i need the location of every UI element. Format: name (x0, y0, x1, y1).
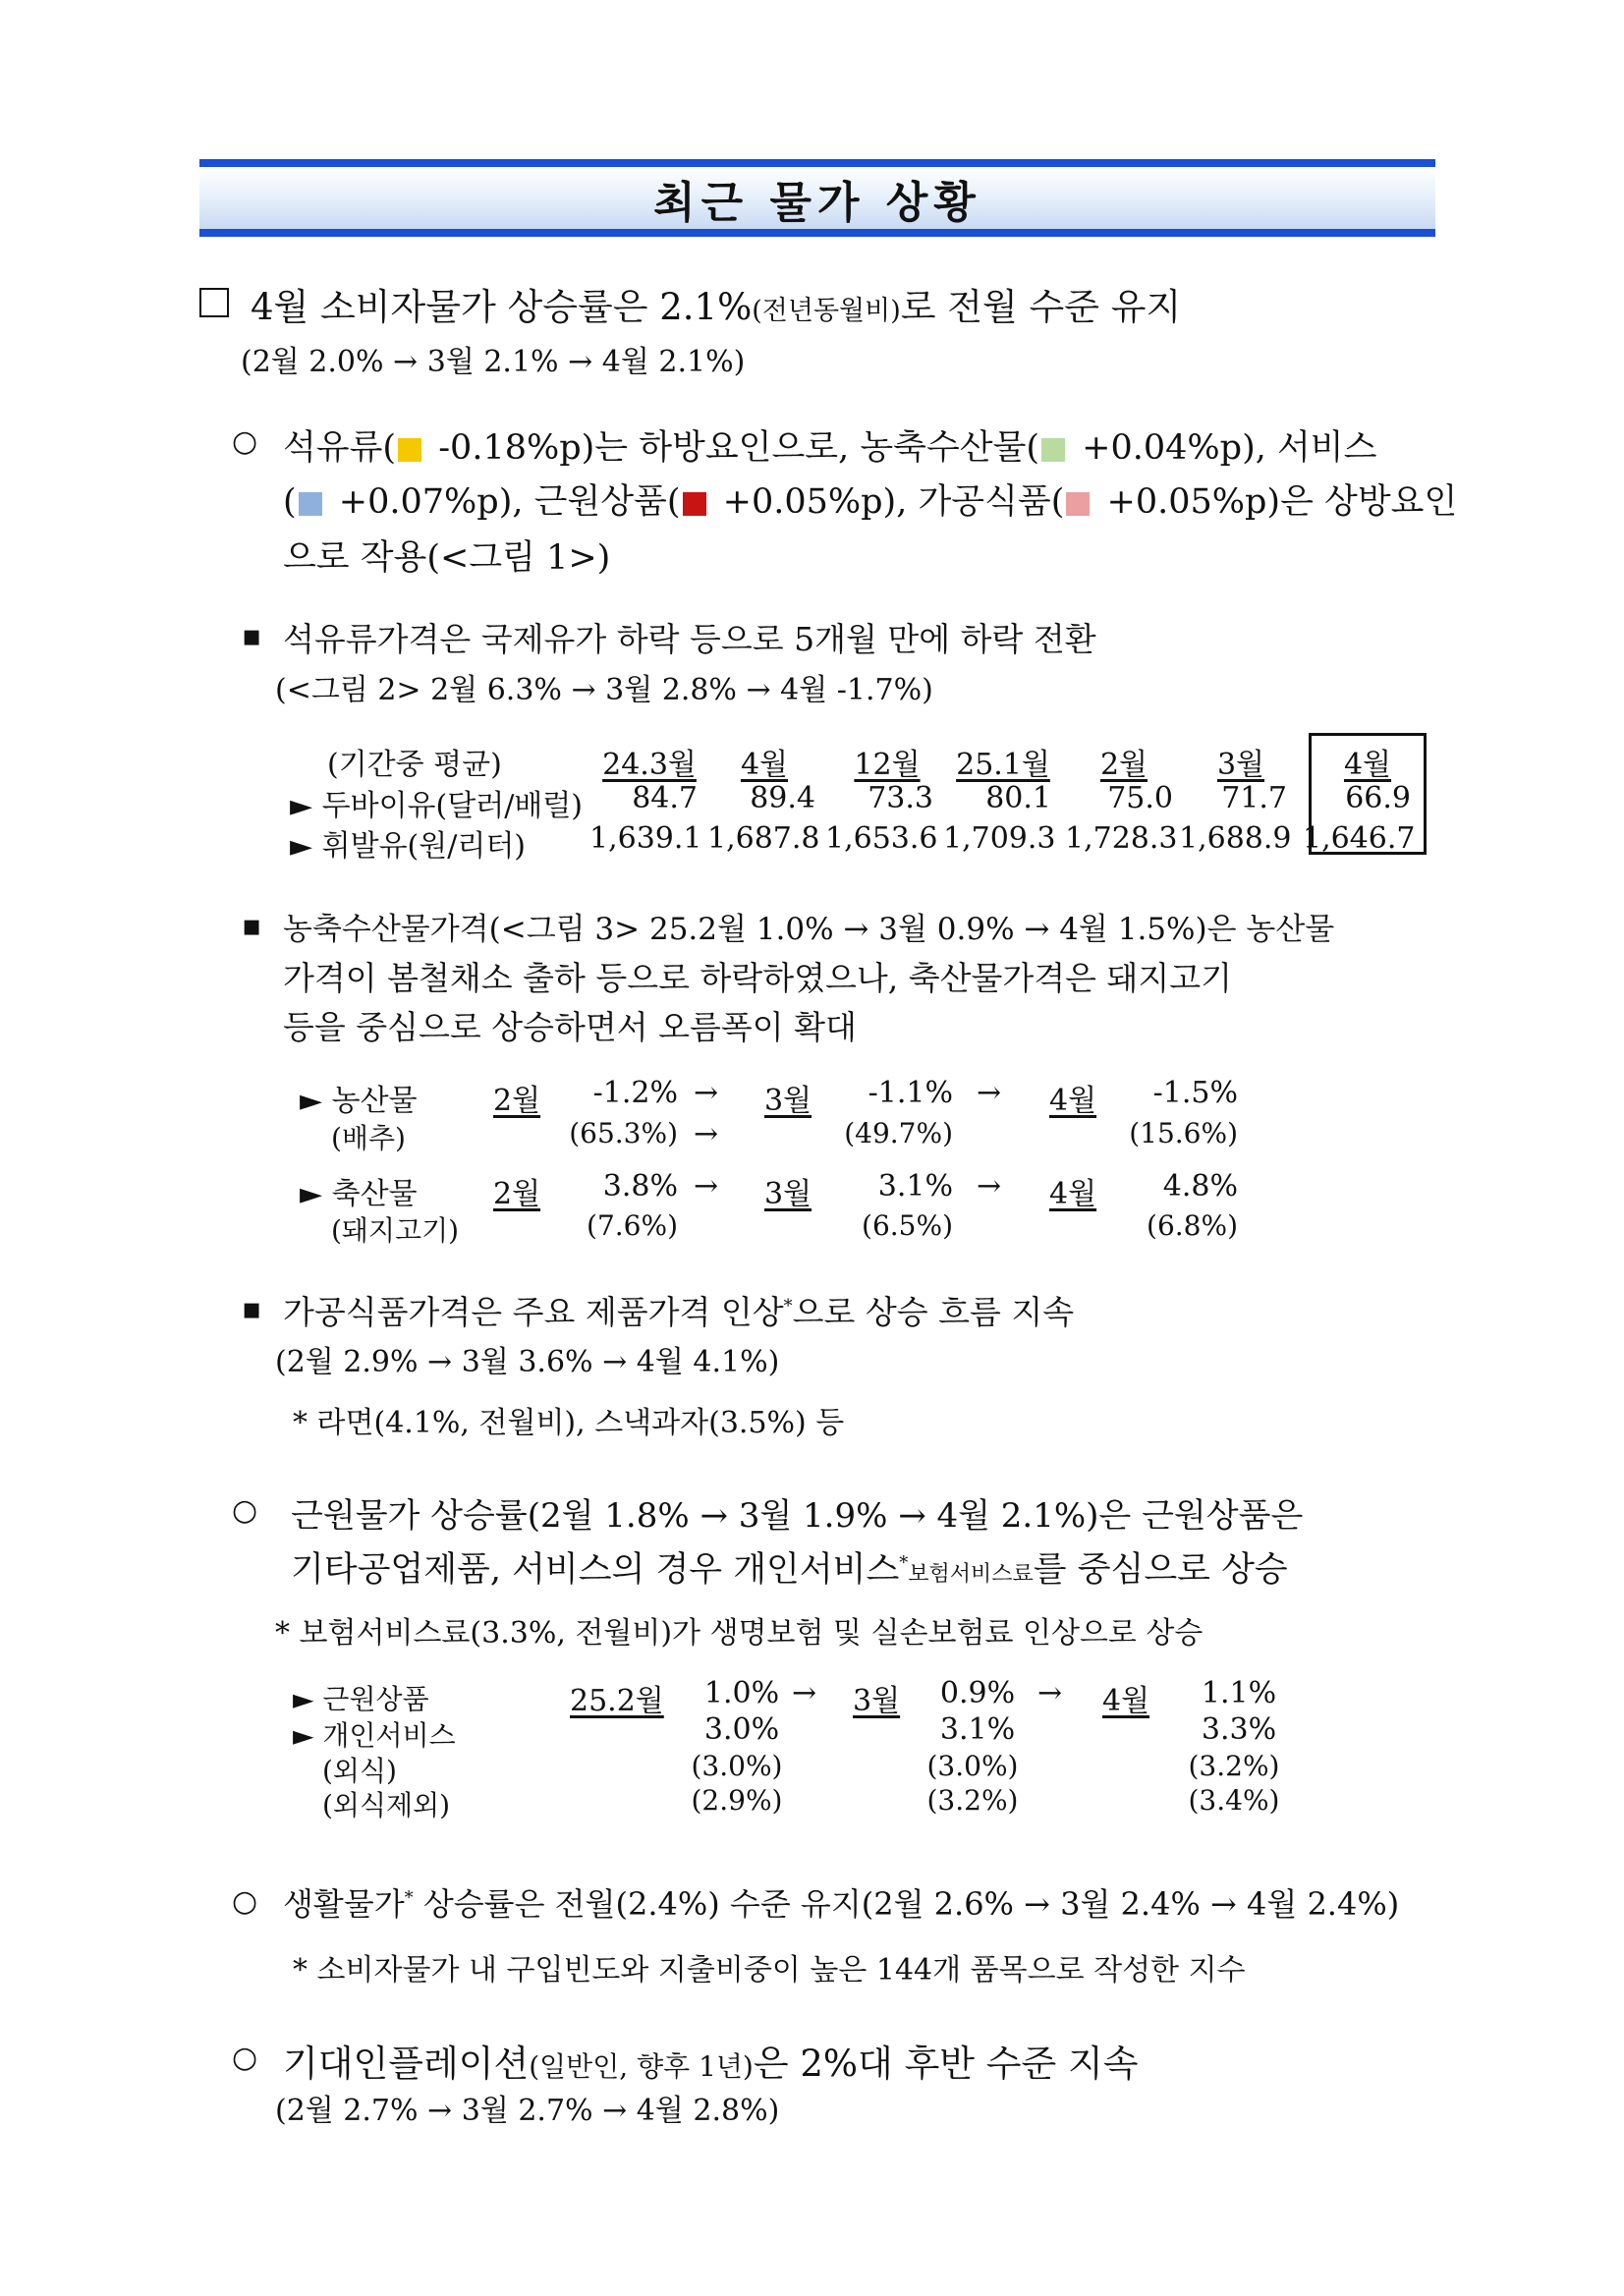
core-row-label: (외식제외) (322, 1789, 451, 1821)
contrib-text: -0.18%p)는 하방요인으로, 농축수산물( (427, 428, 1040, 468)
core-cell: 3.1% (939, 1712, 1016, 1747)
agri-line1: 농축수산물가격(<그림 3> 25.2월 1.0% → 3월 0.9% → 4월 1.5%)은 농산물 (283, 912, 1335, 947)
oil-line1: 석유류가격은 국제유가 하락 등으로 5개월 만에 하락 전환 (283, 620, 1096, 658)
core-cell: (3.2%) (926, 1784, 1019, 1817)
arrow-icon: → (694, 1076, 719, 1110)
core-cell: 1.1% (1201, 1676, 1277, 1710)
contrib-line1 (283, 420, 1376, 470)
core-month: 4월 (1102, 1684, 1150, 1718)
agri-val: -1.5% (1152, 1076, 1238, 1110)
oil-cell: 1,709.3 (943, 821, 1056, 856)
processed-legend-icon (1066, 492, 1090, 516)
agri-val: -1.1% (868, 1076, 953, 1110)
title-banner (199, 159, 1435, 237)
contrib-text: ( (283, 482, 297, 522)
oil-cell: 73.3 (868, 781, 933, 815)
contrib-text: +0.04%p), 서비스 (1071, 428, 1377, 468)
circle-bullet: ○ (232, 2041, 258, 2075)
agri-legend-icon (1041, 438, 1065, 462)
processed-text: 으로 상승 흐름 지속 (792, 1293, 1075, 1331)
expect-text: 기대인플레이션 (283, 2043, 530, 2085)
oil-cell: 1,639.1 (589, 821, 702, 856)
processed-note: * 라면(4.1%, 전월비), 스낵과자(3.5%) 등 (293, 1406, 845, 1440)
agri-sub-val: (6.8%) (1147, 1209, 1238, 1242)
agri-sub-val: (7.6%) (587, 1209, 678, 1242)
contrib-line2 (283, 475, 1457, 524)
agri-month: 3월 (764, 1084, 812, 1118)
oil-cell: 1,687.8 (707, 821, 820, 856)
headline-main: 4월 소비자물가 상승률은 2.1% (251, 286, 753, 328)
agri-row-sub: (배추) (331, 1122, 406, 1154)
oil-cell: 1,728.3 (1065, 821, 1178, 856)
oil-line2: (<그림 2> 2월 6.3% → 3월 2.8% → 4월 -1.7%) (275, 673, 933, 707)
core-cell: (3.4%) (1188, 1784, 1280, 1817)
oil-cell: 75.0 (1107, 781, 1173, 815)
headline (251, 277, 1181, 330)
core-text: 를 중심으로 상승 (1033, 1550, 1288, 1590)
oil-col: 12월 (854, 748, 921, 782)
contrib-text: +0.07%p), 근원상품( (327, 482, 681, 522)
core-note: * 보험서비스료(3.3%, 전월비)가 생명보험 및 실손보험료 인상으로 상승 (275, 1616, 1204, 1651)
checkbox-icon (199, 288, 229, 321)
processed-line1 (283, 1287, 1074, 1333)
expect-line2: (2월 2.7% → 3월 2.7% → 4월 2.8%) (275, 2094, 780, 2128)
oil-table-header: (기간중 평균) (327, 748, 502, 782)
agri-sub-val: (15.6%) (1129, 1117, 1238, 1149)
oil-legend-icon (398, 438, 421, 462)
core-cell: 3.3% (1201, 1712, 1277, 1747)
headline-sub: (2월 2.0% → 3월 2.1% → 4월 2.1%) (241, 345, 746, 379)
footnote-mark: * (783, 1296, 793, 1316)
agri-month: 3월 (764, 1177, 812, 1211)
oil-cell: 84.7 (632, 781, 698, 815)
arrow-icon: → (1037, 1676, 1063, 1710)
core-cell: 1.0% (703, 1676, 780, 1710)
core-month: 3월 (853, 1684, 901, 1718)
contrib-text: 석유류( (283, 428, 397, 468)
living-text: 생활물가 (283, 1885, 405, 1923)
agri-row-sub: (돼지고기) (331, 1214, 460, 1247)
core-legend-icon (683, 492, 706, 516)
agri-sub-val: (65.3%) (569, 1117, 678, 1149)
agri-val: 4.8% (1162, 1169, 1238, 1204)
oil-row-label: ► 휘발유(원/리터) (290, 829, 527, 864)
contrib-line3: 으로 작용(<그림 1>) (283, 538, 611, 578)
agri-line3: 등을 중심으로 상승하면서 오름폭이 확대 (283, 1008, 857, 1046)
core-row-label: (외식) (322, 1755, 397, 1787)
agri-month: 2월 (493, 1084, 541, 1118)
square-bullet: ▪ (242, 1292, 262, 1326)
page-title: 최근 물가 상황 (653, 177, 981, 228)
oil-row-label: ► 두바이유(달러/배럴) (290, 789, 583, 823)
oil-col: 25.1월 (956, 748, 1050, 782)
footnote-mark: * (404, 1887, 414, 1909)
core-text: 기타공업제품, 서비스의 경우 개인서비스 (291, 1550, 900, 1590)
expect-text: 은 2%대 후반 수준 지속 (753, 2043, 1139, 2085)
core-row-label: ► 근원상품 (293, 1683, 429, 1715)
oil-col: 4월 (1343, 748, 1392, 782)
expect-line1 (283, 2034, 1139, 2087)
headline-small: (전년동월비) (752, 296, 901, 326)
living-line1 (283, 1879, 1399, 1925)
agri-sub-val: (49.7%) (844, 1117, 953, 1149)
core-month: 25.2월 (570, 1684, 664, 1718)
agri-val: -1.2% (592, 1076, 678, 1110)
core-cell: 3.0% (703, 1712, 780, 1747)
headline-tail: 로 전월 수준 유지 (900, 286, 1182, 328)
arrow-icon: → (977, 1169, 1002, 1204)
footnote-mark: * (899, 1552, 909, 1574)
arrow-icon: → (694, 1169, 719, 1204)
circle-bullet: ○ (232, 1884, 258, 1919)
oil-cell: 80.1 (985, 781, 1051, 815)
agri-sub-val: (6.5%) (862, 1209, 953, 1242)
core-cell: (3.0%) (926, 1750, 1019, 1782)
contrib-text: +0.05%p)은 상방요인 (1095, 482, 1458, 522)
core-small: 보험서비스료 (908, 1562, 1034, 1587)
agri-val: 3.1% (877, 1169, 953, 1204)
oil-cell: 66.9 (1345, 781, 1411, 815)
oil-col: 24.3월 (602, 748, 697, 782)
agri-month: 4월 (1049, 1177, 1097, 1211)
agri-month: 4월 (1049, 1084, 1097, 1118)
living-note: * 소비자물가 내 구입빈도와 지출비중이 높은 144개 품목으로 작성한 지수 (293, 1953, 1246, 1988)
core-cell: (2.9%) (691, 1784, 783, 1817)
square-bullet: ▪ (242, 619, 262, 653)
oil-cell: 89.4 (750, 781, 815, 815)
agri-line2: 가격이 봄철채소 출하 등으로 하락하였으나, 축산물가격은 돼지고기 (283, 959, 1233, 997)
core-cell: (3.2%) (1188, 1750, 1280, 1782)
square-bullet: ▪ (242, 909, 262, 943)
arrow-icon: → (792, 1676, 817, 1710)
oil-col: 4월 (740, 748, 789, 782)
processed-text: 가공식품가격은 주요 제품가격 인상 (283, 1293, 784, 1331)
core-row-label: ► 개인서비스 (293, 1719, 456, 1752)
agri-row-label: ► 축산물 (300, 1177, 418, 1211)
agri-row-label: ► 농산물 (300, 1084, 418, 1118)
core-cell: (3.0%) (691, 1750, 783, 1782)
circle-bullet: ○ (232, 1493, 258, 1528)
oil-col: 2월 (1099, 748, 1148, 782)
oil-cell: 71.7 (1221, 781, 1287, 815)
oil-cell: 1,653.6 (825, 821, 938, 856)
highlight-box (1309, 733, 1427, 855)
agri-val: 3.8% (602, 1169, 678, 1204)
circle-bullet: ○ (232, 424, 258, 459)
oil-cell: 1,688.9 (1179, 821, 1292, 856)
contrib-text: +0.05%p), 가공식품( (711, 482, 1065, 522)
arrow-icon: → (694, 1117, 719, 1151)
processed-line2: (2월 2.9% → 3월 3.6% → 4월 4.1%) (275, 1345, 780, 1379)
agri-month: 2월 (493, 1177, 541, 1211)
expect-small: (일반인, 향후 1년) (529, 2050, 754, 2083)
core-line1: 근원물가 상승률(2월 1.8% → 3월 1.9% → 4월 2.1%)은 근원상품은 (291, 1496, 1304, 1536)
oil-col: 3월 (1216, 748, 1265, 782)
arrow-icon: → (977, 1076, 1002, 1110)
oil-cell: 1,646.7 (1303, 821, 1416, 856)
core-cell: 0.9% (939, 1676, 1016, 1710)
service-legend-icon (299, 492, 322, 516)
core-line2 (291, 1542, 1288, 1592)
living-text: 상승률은 전월(2.4%) 수준 유지(2월 2.6% → 3월 2.4% → 4월 2.4%) (413, 1885, 1400, 1923)
